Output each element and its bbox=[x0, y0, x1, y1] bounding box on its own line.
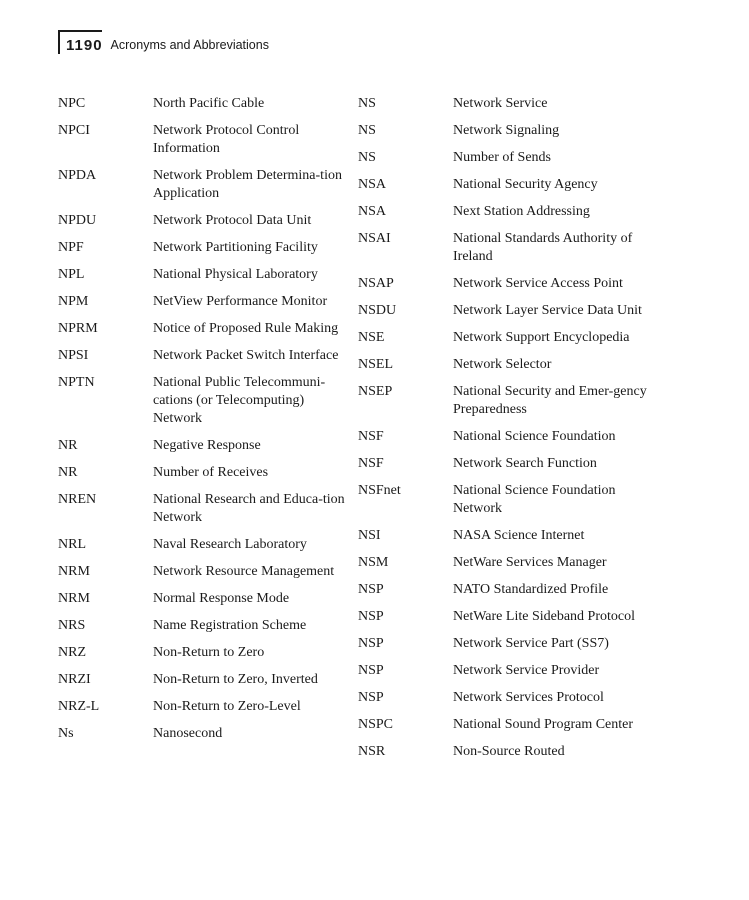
acronym: NSAP bbox=[358, 276, 394, 291]
glossary-entry bbox=[358, 203, 658, 221]
acronym: NSDU bbox=[358, 303, 397, 318]
expansion: Non-Return to Zero, Inverted bbox=[153, 672, 318, 687]
expansion: Network Partitioning Facility bbox=[153, 240, 318, 255]
acronym: NSP bbox=[358, 663, 384, 678]
acronym: NSM bbox=[358, 555, 389, 570]
expansion: Negative Response bbox=[153, 438, 261, 453]
expansion: Non-Return to Zero bbox=[153, 645, 265, 660]
glossary-entry bbox=[58, 374, 348, 428]
expansion: Network Protocol Control Information bbox=[153, 123, 300, 156]
expansion: Next Station Addressing bbox=[453, 204, 590, 219]
acronym: NS bbox=[358, 96, 376, 111]
acronym: NRM bbox=[58, 591, 90, 606]
acronym: NSAI bbox=[358, 231, 391, 246]
expansion: Network Service Part (SS7) bbox=[453, 636, 609, 651]
expansion: Normal Response Mode bbox=[153, 591, 290, 606]
acronym: NSP bbox=[358, 582, 384, 597]
glossary-entry bbox=[358, 230, 658, 266]
expansion: National Physical Laboratory bbox=[153, 267, 318, 282]
glossary-entry bbox=[358, 527, 658, 545]
glossary-entry bbox=[58, 437, 348, 455]
expansion: National Standards Authority of Ireland bbox=[453, 231, 633, 264]
expansion: National Security and Emer-gency Preparedness bbox=[453, 384, 647, 417]
expansion: Network Selector bbox=[453, 357, 552, 372]
glossary-entry bbox=[358, 743, 658, 761]
expansion: Network Problem Determina-tion Application bbox=[153, 168, 342, 201]
glossary-entry bbox=[58, 95, 348, 113]
right-column bbox=[358, 95, 658, 770]
acronym: NR bbox=[58, 438, 78, 453]
glossary-entry bbox=[358, 608, 658, 626]
expansion: Network Service Provider bbox=[453, 663, 600, 678]
expansion: National Research and Educa-tion Network bbox=[153, 492, 345, 525]
glossary-entry bbox=[358, 149, 658, 167]
expansion: Number of Sends bbox=[453, 150, 551, 165]
acronym: NRM bbox=[58, 564, 90, 579]
acronym: NR bbox=[58, 465, 78, 480]
glossary-entry bbox=[358, 428, 658, 446]
acronym: NSP bbox=[358, 636, 384, 651]
acronym: NSP bbox=[358, 690, 384, 705]
glossary-entry bbox=[58, 671, 348, 689]
expansion: Network Protocol Data Unit bbox=[153, 213, 312, 228]
glossary-entry bbox=[358, 554, 658, 572]
acronym: NPM bbox=[58, 294, 89, 309]
glossary-entry bbox=[58, 464, 348, 482]
glossary-entry bbox=[58, 644, 348, 662]
expansion: Network Resource Management bbox=[153, 564, 335, 579]
expansion: Network Layer Service Data Unit bbox=[453, 303, 642, 318]
acronym: NS bbox=[358, 123, 376, 138]
acronym: NPDA bbox=[58, 168, 97, 183]
glossary-entry bbox=[358, 662, 658, 680]
glossary-entry bbox=[58, 293, 348, 311]
glossary-entry bbox=[58, 617, 348, 635]
acronym: NREN bbox=[58, 492, 97, 507]
glossary-entry bbox=[358, 581, 658, 599]
expansion: NetWare Lite Sideband Protocol bbox=[453, 609, 635, 624]
glossary-entry bbox=[358, 356, 658, 374]
expansion: Network Packet Switch Interface bbox=[153, 348, 339, 363]
acronym: NSEP bbox=[358, 384, 393, 399]
acronym: NPC bbox=[58, 96, 86, 111]
glossary-entry bbox=[358, 689, 658, 707]
left-column bbox=[58, 95, 348, 752]
expansion: NetView Performance Monitor bbox=[153, 294, 328, 309]
expansion: Network Search Function bbox=[453, 456, 597, 471]
expansion: North Pacific Cable bbox=[153, 96, 265, 111]
expansion: Network Support Encyclopedia bbox=[453, 330, 630, 345]
glossary-entry bbox=[58, 491, 348, 527]
expansion: National Sound Program Center bbox=[453, 717, 634, 732]
acronym: NSP bbox=[358, 609, 384, 624]
expansion: National Science Foundation Network bbox=[453, 483, 616, 516]
glossary-entry bbox=[58, 536, 348, 554]
acronym: NSPC bbox=[358, 717, 394, 732]
expansion: NASA Science Internet bbox=[453, 528, 585, 543]
expansion: Number of Receives bbox=[153, 465, 269, 480]
glossary-entry bbox=[358, 482, 658, 518]
glossary-entry bbox=[358, 329, 658, 347]
running-title: Acronyms and Abbreviations bbox=[110, 38, 269, 52]
acronym: NSFnet bbox=[358, 483, 401, 498]
expansion: Network Services Protocol bbox=[453, 690, 604, 705]
expansion: National Public Telecommuni-cations (or Telecomputing) Network bbox=[153, 375, 326, 426]
expansion: National Security Agency bbox=[453, 177, 598, 192]
expansion: Naval Research Laboratory bbox=[153, 537, 307, 552]
acronym: NPDU bbox=[58, 213, 97, 228]
glossary-entry bbox=[58, 725, 348, 743]
acronym: NPL bbox=[58, 267, 85, 282]
expansion: NATO Standardized Profile bbox=[453, 582, 609, 597]
page-header bbox=[58, 30, 269, 56]
acronym: NRZ-L bbox=[58, 699, 100, 714]
acronym: NS bbox=[358, 150, 376, 165]
acronym: NPCI bbox=[58, 123, 90, 138]
acronym: NRL bbox=[58, 537, 86, 552]
glossary-entry bbox=[58, 266, 348, 284]
expansion: Name Registration Scheme bbox=[153, 618, 307, 633]
glossary-entry bbox=[358, 176, 658, 194]
acronym: NSF bbox=[358, 456, 384, 471]
acronym: NPRM bbox=[58, 321, 98, 336]
acronym: NPTN bbox=[58, 375, 95, 390]
expansion: National Science Foundation bbox=[453, 429, 616, 444]
acronym: NSA bbox=[358, 177, 387, 192]
acronym: NRS bbox=[58, 618, 86, 633]
acronym: NRZ bbox=[58, 645, 86, 660]
glossary-entry bbox=[58, 320, 348, 338]
header-rule-vertical bbox=[58, 30, 60, 54]
acronym: NSF bbox=[358, 429, 384, 444]
acronym: NSEL bbox=[358, 357, 393, 372]
expansion: Network Service Access Point bbox=[453, 276, 623, 291]
glossary-entry bbox=[58, 698, 348, 716]
acronym: NSE bbox=[358, 330, 385, 345]
glossary-entry bbox=[358, 635, 658, 653]
acronym: NPSI bbox=[58, 348, 89, 363]
page-number: 1190 bbox=[66, 36, 103, 54]
glossary-entry bbox=[358, 302, 658, 320]
acronym: Ns bbox=[58, 726, 74, 741]
acronym: NSR bbox=[358, 744, 386, 759]
glossary-entry bbox=[58, 239, 348, 257]
glossary-entry bbox=[58, 563, 348, 581]
acronym: NSI bbox=[358, 528, 381, 543]
glossary-entry bbox=[358, 455, 658, 473]
header-rule-horizontal bbox=[58, 30, 102, 32]
acronym: NPF bbox=[58, 240, 84, 255]
glossary-entry bbox=[58, 212, 348, 230]
expansion: Nanosecond bbox=[153, 726, 223, 741]
acronym: NRZI bbox=[58, 672, 91, 687]
expansion: Non-Source Routed bbox=[453, 744, 565, 759]
glossary-entry bbox=[358, 716, 658, 734]
glossary-entry bbox=[58, 347, 348, 365]
glossary-entry bbox=[58, 167, 348, 203]
glossary-entry bbox=[358, 383, 658, 419]
expansion: Network Service bbox=[453, 96, 548, 111]
glossary-entry bbox=[358, 275, 658, 293]
expansion: Network Signaling bbox=[453, 123, 560, 138]
glossary-entry bbox=[58, 590, 348, 608]
expansion: NetWare Services Manager bbox=[453, 555, 607, 570]
glossary-entry bbox=[58, 122, 348, 158]
acronym: NSA bbox=[358, 204, 387, 219]
expansion: Non-Return to Zero-Level bbox=[153, 699, 301, 714]
expansion: Notice of Proposed Rule Making bbox=[153, 321, 339, 336]
glossary-entry bbox=[358, 122, 658, 140]
glossary-entry bbox=[358, 95, 658, 113]
